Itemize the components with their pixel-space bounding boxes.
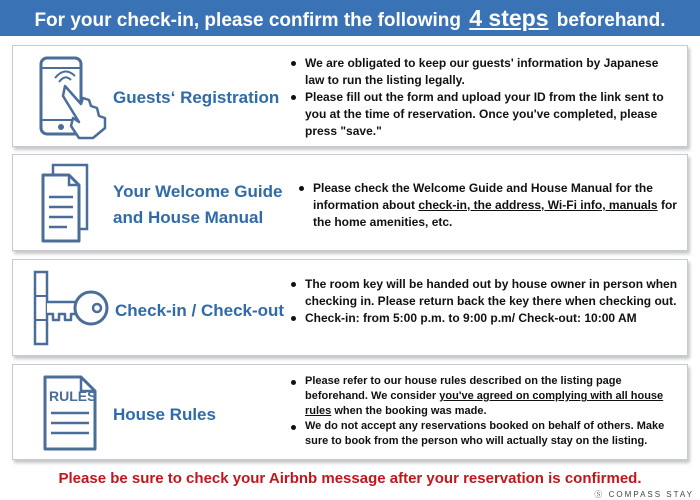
list-item [297,180,685,231]
card-title: Check-in / Check-out [115,301,285,320]
header-prefix: For your check-in, please confirm the following [34,10,461,31]
card-welcome-guide [12,154,688,251]
footer-notice: Please be sure to check your Airbnb message after your reservation is confirmed. [58,470,642,487]
rules-document-icon [41,373,101,453]
card-title-line: Your Welcome Guide [113,182,283,201]
list-item: The room key will be handed out by house owner in person when checking in. Please return back the key there when checking out. [289,276,683,310]
card-house-rules [12,364,688,460]
underlined-text: you've agreed on complying with all house rules [305,390,664,417]
header-emphasis: 4 steps [469,5,549,31]
card-title: House Rules [113,405,216,424]
card-title [113,181,282,229]
header-banner [0,0,700,36]
bullet-list [289,55,681,140]
underlined-text: check-in, the address, Wi-Fi info, manuals [418,198,658,212]
rules-icon-label: RULES [49,388,97,404]
text: for the home amenities, etc. [313,198,677,229]
compass-icon: Ⓢ [594,490,609,499]
brand-name: COMPASS STAY [608,490,694,499]
brand-logo [594,489,694,500]
list-item: Check-in: from 5:00 p.m. to 9:00 p.m/ Check-out: 10:00 AM [289,310,683,327]
bullet-list [289,276,683,327]
list-item [289,374,683,419]
list-item: We do not accept any reservations booked on behalf of others. Make sure to book from the person who will actually stay on the listing. [289,419,683,449]
card-registration [12,45,688,147]
list-item: We are obligated to keep our guests' information by Japanese law to run the listing legally. [289,55,681,89]
bullet-list [297,180,685,231]
text: Please refer to our house rules described on the listing page beforehand. We consider [305,375,622,402]
document-icon [39,163,99,243]
bullet-list [289,374,683,449]
list-item: Please fill out the form and upload your ID from the link sent to you at the time of reservation. Once you've completed, please press "save." [289,89,681,140]
text: when the booking was made. [331,405,487,417]
card-title-line: and House Manual [113,208,264,227]
text: Please check the Welcome Guide and House Manual for the information about [313,181,653,212]
header-suffix: beforehand. [556,10,666,31]
card-check-in [12,259,688,356]
card-title: Guests‘ Registration [113,88,280,107]
key-icon [33,270,113,346]
phone-touch-icon [35,56,115,140]
